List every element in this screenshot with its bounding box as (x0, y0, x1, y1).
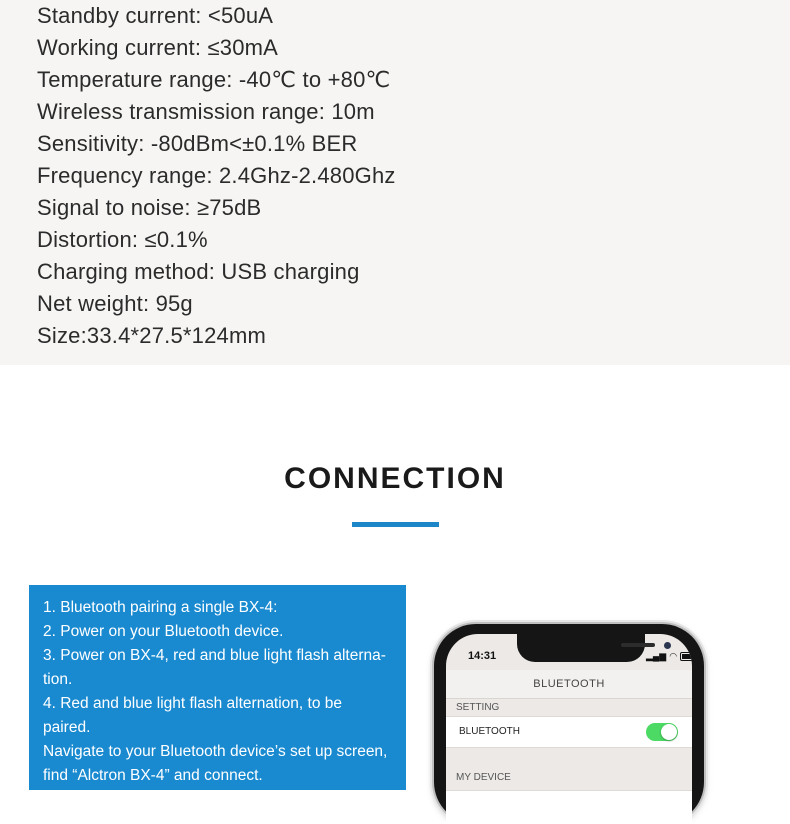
spec-wireless-range: Wireless transmission range: 10m (37, 99, 375, 124)
camera-icon (664, 642, 671, 649)
device-list (446, 790, 692, 824)
phone-notch (517, 634, 645, 662)
spec-signal-to-noise: Signal to noise: ≥75dB (37, 195, 262, 220)
step-4-cont: paired. (43, 719, 91, 736)
spec-standby-current: Standby current: <50uA (37, 3, 274, 28)
specifications-panel (0, 0, 790, 365)
signal-icon: ▂▄▆ (646, 651, 667, 661)
step-3-cont: tion. (43, 671, 73, 688)
wifi-icon: ◠ (669, 651, 678, 661)
step-1: 1. Bluetooth pairing a single BX-4: (43, 599, 278, 616)
title-underline (352, 522, 439, 527)
speaker-icon (621, 643, 655, 647)
step-3: 3. Power on BX-4, red and blue light flash alterna- (43, 647, 386, 664)
phone-screen (446, 634, 692, 824)
step-2: 2. Power on your Bluetooth device. (43, 623, 284, 640)
spec-temperature-range: Temperature range: -40℃ to +80℃ (37, 67, 391, 92)
phone-illustration (434, 624, 704, 824)
bluetooth-row-label: BLUETOOTH (459, 726, 520, 737)
step-find-device: find “Alctron BX-4” and connect. (43, 767, 263, 784)
spec-size: Size:33.4*27.5*124mm (37, 323, 267, 348)
toggle-knob (661, 724, 677, 740)
bluetooth-toggle[interactable] (646, 723, 678, 741)
spec-frequency-range: Frequency range: 2.4Ghz-2.480Ghz (37, 163, 396, 188)
spec-net-weight: Net weight: 95g (37, 291, 193, 316)
section-setting-label: SETTING (456, 702, 500, 713)
spec-working-current: Working current: ≤30mA (37, 35, 279, 60)
battery-icon (680, 652, 692, 661)
section-my-device-label: MY DEVICE (456, 772, 511, 783)
spec-charging-method: Charging method: USB charging (37, 259, 360, 284)
step-navigate: Navigate to your Bluetooth device’s set up screen, (43, 743, 388, 760)
bluetooth-row[interactable] (446, 716, 692, 748)
step-4: 4. Red and blue light flash alternation, to be (43, 695, 343, 712)
spec-sensitivity: Sensitivity: -80dBm<±0.1% BER (37, 131, 358, 156)
section-title: CONNECTION (284, 462, 506, 495)
screen-title: BLUETOOTH (533, 678, 605, 690)
status-icons (646, 651, 692, 662)
spec-distortion: Distortion: ≤0.1% (37, 227, 208, 252)
status-time: 14:31 (468, 650, 497, 662)
